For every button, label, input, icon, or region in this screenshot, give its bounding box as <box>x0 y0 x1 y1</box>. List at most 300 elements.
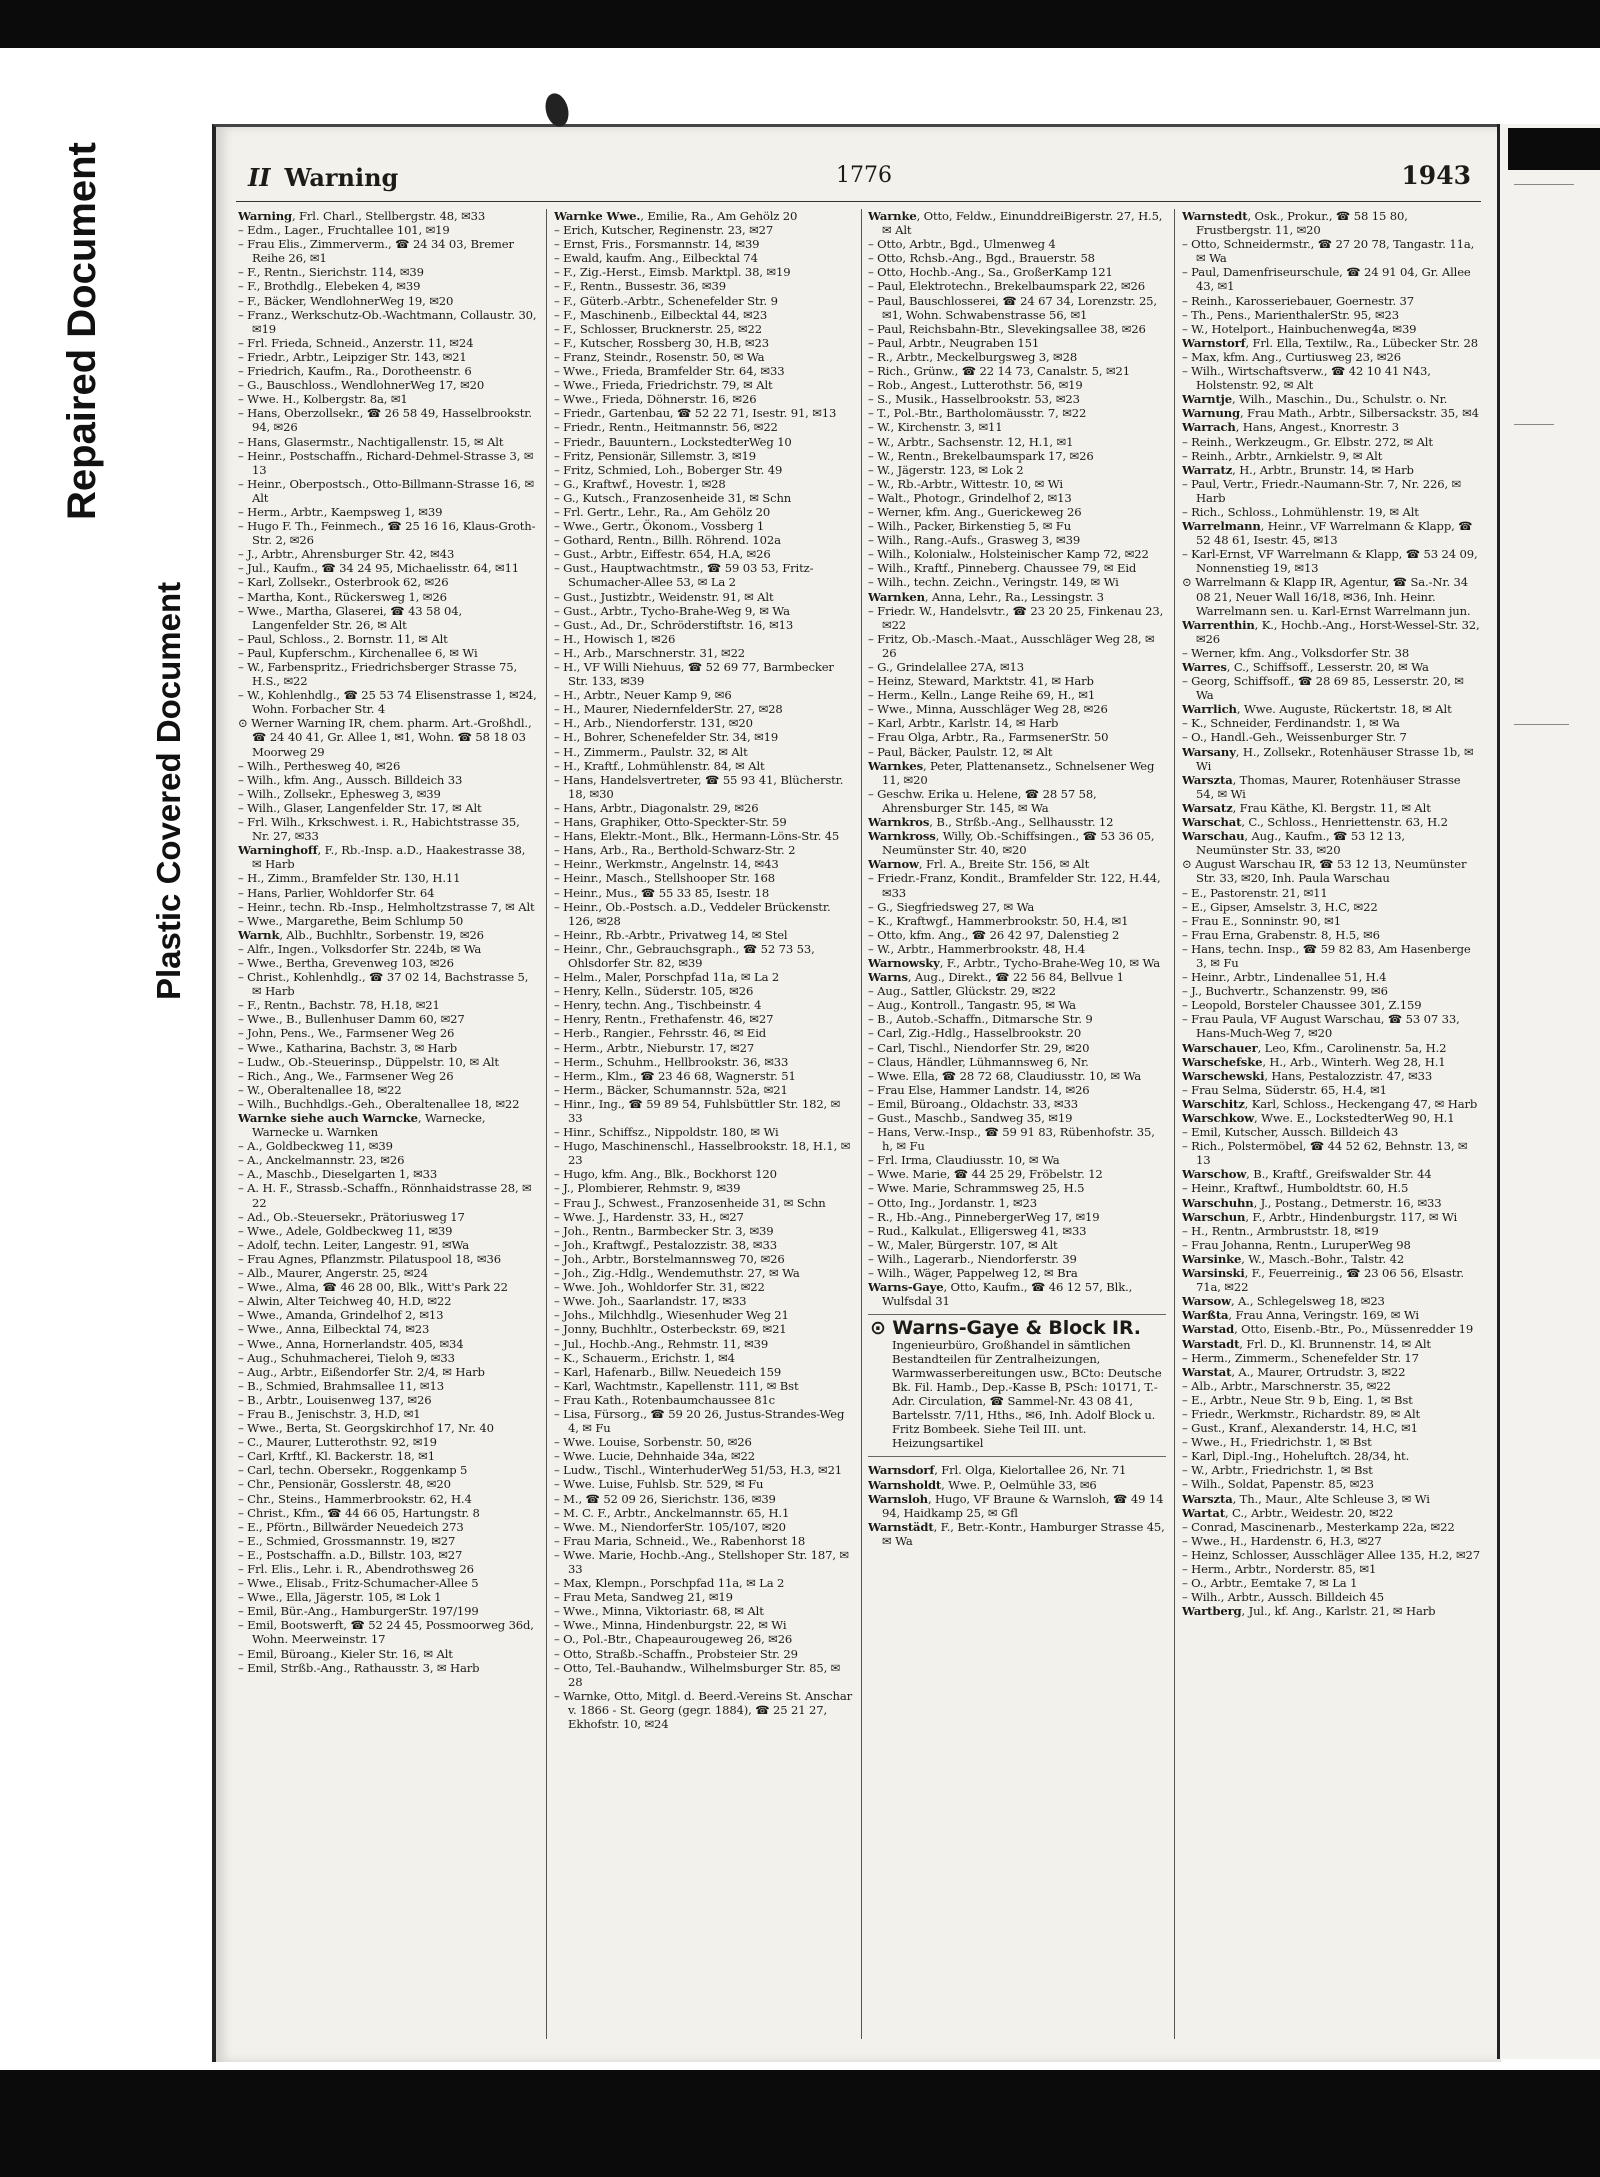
plastic-covered-label: Plastic Covered Document <box>150 581 187 1000</box>
directory-entry: Warnung, Frau Math., Arbtr., Silbersackstr. 35, ✉4 <box>1182 406 1479 421</box>
directory-entry: – Herm., Arbtr., Nieburstr. 17, ✉27 <box>554 1040 755 1055</box>
directory-entry: – Wwe., Anna, Hornerlandstr. 405, ✉34 <box>238 1336 464 1351</box>
directory-entry: – Wilh., Buchhdlgs.-Geh., Oberaltenallee 18, ✉22 <box>238 1096 520 1111</box>
directory-entry: Wartat, C., Arbtr., Weidestr. 20, ✉22 <box>1182 1505 1394 1520</box>
header-part-number: II <box>248 163 271 192</box>
directory-entry: – Chr., Steins., Hammerbrookstr. 62, H.4 <box>238 1491 472 1506</box>
directory-entry: – Friedr. W., Handelsvtr., ☎ 23 20 25, Finkenau 23, ✉22 <box>868 603 1164 632</box>
directory-entry: – Wwe. J., Hardenstr. 33, H., ✉27 <box>554 1209 744 1224</box>
directory-entry: Warstat, A., Maurer, Ortrudstr. 3, ✉22 <box>1182 1364 1406 1379</box>
column-1 <box>238 209 538 2039</box>
directory-entry: – Wwe., Alma, ☎ 46 28 00, Blk., Witt's Park 22 <box>238 1280 508 1295</box>
directory-entry: – Gothard, Rentn., Billh. Röhrend. 102a <box>554 533 781 548</box>
directory-entry: – Wwe., B., Bullenhuser Damm 60, ✉27 <box>238 1012 465 1027</box>
directory-entry: – Wwe., Martha, Glaserei, ☎ 43 58 04, Langenfelder Str. 26, ✉ Alt <box>238 603 463 632</box>
directory-entry: – Reinh., Werkzeugm., Gr. Elbstr. 272, ✉ Alt <box>1182 434 1433 449</box>
directory-entry: – Emil, Strßb.-Ang., Rathausstr. 3, ✉ Harb <box>238 1660 480 1675</box>
directory-entry: – Wwe. Ella, ☎ 28 72 68, Claudiusstr. 10, ✉ Wa <box>868 1068 1142 1083</box>
column-4 <box>1182 209 1480 2039</box>
directory-entry: – Wwe., Minna, Viktoriastr. 68, ✉ Alt <box>554 1604 764 1619</box>
directory-entry: – F., Schlosser, Brucknerstr. 25, ✉22 <box>554 321 762 336</box>
directory-entry: Warstad, Otto, Eisenb.-Btr., Po., Müssenredder 19 <box>1182 1322 1474 1337</box>
directory-entry: – Claus, Händler, Lühmannsweg 6, Nr. <box>868 1054 1089 1069</box>
directory-entry: – Heinr., Werkmstr., Angelnstr. 14, ✉43 <box>554 857 779 872</box>
directory-entry: – Warnke, Otto, Mitgl. d. Beerd.-Vereins St. Anschar v. 1866 - St. Georg (gegr. 1884), ☎ 25 21 27, Ekhofstr. 10, ✉24 <box>554 1688 852 1732</box>
directory-entry: – W., Jägerstr. 123, ✉ Lok 2 <box>868 462 1024 477</box>
directory-entry: Warschat, C., Schloss., Henriettenstr. 63, H.2 <box>1182 815 1448 830</box>
directory-entry: – O., Pol.-Btr., Chapeaurougeweg 26, ✉26 <box>554 1632 793 1647</box>
directory-entry: Warschewski, Hans, Pestalozzistr. 47, ✉33 <box>1182 1068 1433 1083</box>
directory-entry: – Paul, Bäcker, Paulstr. 12, ✉ Alt <box>868 744 1053 759</box>
directory-entry: – Hans, techn. Insp., ☎ 59 82 83, Am Hasenberge 3, ✉ Fu <box>1182 941 1471 970</box>
directory-entry: – W., Farbenspritz., Friedrichsberger Strasse 75, H.S., ✉22 <box>238 660 517 689</box>
label-panel <box>62 520 122 1015</box>
directory-entry: – Aug., Arbtr., Eißendorfer Str. 2/4, ✉ Harb <box>238 1364 485 1379</box>
directory-entry: – H., Kraftf., Lohmühlenstr. 84, ✉ Alt <box>554 758 765 773</box>
directory-entry: Warschauer, Leo, Kfm., Carolinenstr. 5a, H.2 <box>1182 1040 1447 1055</box>
directory-entry: – Christ., Kohlenhdlg., ☎ 37 02 14, Bachstrasse 5, ✉ Harb <box>238 970 529 999</box>
directory-entry: – Frl. Wilh., Krkschwest. i. R., Habichtstrasse 35, Nr. 27, ✉33 <box>238 815 520 844</box>
directory-entry: – Paul, Damenfriseurschule, ☎ 24 91 04, Gr. Allee 43, ✉1 <box>1182 265 1471 294</box>
directory-entry: – H., Bohrer, Schenefelder Str. 34, ✉19 <box>554 730 779 745</box>
adjacent-page-header <box>1508 128 1600 170</box>
directory-entry: ⊙ Werner Warning IR, chem. pharm. Art.-Großhdl., ☎ 24 40 41, Gr. Allee 1, ✉1, Wohn. ☎ 58 18 03 Moorweg 29 <box>238 716 532 759</box>
directory-entry: Warnken, Anna, Lehr., Ra., Lessingstr. 3 <box>868 589 1104 604</box>
directory-entry: – Wwe., Frieda, Bramfelder Str. 64, ✉33 <box>554 364 785 379</box>
directory-entry: – A., Goldbeckweg 11, ✉39 <box>238 1139 393 1154</box>
ink-stain <box>542 91 572 130</box>
directory-entry: – Paul, Elektrotechn., Brekelbaumspark 22, ✉26 <box>868 279 1145 294</box>
directory-entry: – B., Autob.-Schaffn., Ditmarsche Str. 9 <box>868 1012 1093 1027</box>
directory-entry: – Hans, Oberzollsekr., ☎ 26 58 49, Hasselbrookstr. 94, ✉26 <box>238 406 532 435</box>
directory-entry: – Reinh., Karosseriebauer, Goernestr. 37 <box>1182 293 1415 308</box>
directory-entry: – Hans, Glasermstr., Nachtigallenstr. 15, ✉ Alt <box>238 434 504 449</box>
directory-entry: Warschuhn, J., Postang., Detmerstr. 16, ✉33 <box>1182 1195 1442 1210</box>
directory-entry: – Wwe., Amanda, Grindelhof 2, ✉13 <box>238 1308 444 1323</box>
directory-entry: – Max, kfm. Ang., Curtiusweg 23, ✉26 <box>1182 349 1401 364</box>
directory-entry: – H., Arbtr., Neuer Kamp 9, ✉6 <box>554 688 732 703</box>
directory-entry: Warratz, H., Arbtr., Brunstr. 14, ✉ Harb <box>1182 462 1414 477</box>
directory-entry: – Franz, Steindr., Rosenstr. 50, ✉ Wa <box>554 349 765 364</box>
directory-entry: – Wwe., Anna, Eilbecktal 74, ✉23 <box>238 1322 430 1337</box>
directory-entry: Warsany, H., Zollsekr., Rotenhäuser Strasse 1b, ✉ Wi <box>1182 744 1474 773</box>
directory-entry: – Edm., Lager., Fruchtallee 101, ✉19 <box>238 223 450 238</box>
directory-entry: Warsatz, Frau Käthe, Kl. Bergstr. 11, ✉ Alt <box>1182 800 1431 815</box>
directory-entry: – Herm., Zimmerm., Schenefelder Str. 17 <box>1182 1350 1419 1365</box>
directory-entry: – Ludw., Tischl., WinterhuderWeg 51/53, H.3, ✉21 <box>554 1463 843 1478</box>
directory-entry: – Hans, Graphiker, Otto-Speckter-Str. 59 <box>554 815 787 830</box>
directory-entry: – Heinr., Arbtr., Lindenallee 51, H.4 <box>1182 970 1387 985</box>
directory-entry: – G., Kutsch., Franzosenheide 31, ✉ Schn <box>554 490 792 505</box>
directory-entry: – Wilh., Arbtr., Aussch. Billdeich 45 <box>1182 1590 1385 1605</box>
directory-entry: – Otto, Schneidermstr., ☎ 27 20 78, Tangastr. 11a, ✉ Wa <box>1182 237 1475 266</box>
directory-entry: – Wwe. M., NiendorferStr. 105/107, ✉20 <box>554 1519 786 1534</box>
column-rule <box>861 209 862 2039</box>
directory-entry: – Aug., Kontroll., Tangastr. 95, ✉ Wa <box>868 998 1076 1013</box>
directory-entry: – Adolf, techn. Leiter, Langestr. 91, ✉Wa <box>238 1237 470 1252</box>
directory-entry: – Otto, Ing., Jordanstr. 1, ✉23 <box>868 1195 1037 1210</box>
directory-entry: – F., Brothdlg., Elebeken 4, ✉39 <box>238 279 421 294</box>
directory-entry: – Hinr., Schiffsz., Nippoldstr. 180, ✉ Wi <box>554 1125 779 1140</box>
directory-entry: Warnstädt, F., Betr.-Kontr., Hamburger Strasse 45, ✉ Wa <box>868 1519 1165 1548</box>
directory-entry: – J., Arbtr., Ahrensburger Str. 42, ✉43 <box>238 547 455 562</box>
directory-entry: Warßta, Frau Anna, Veringstr. 169, ✉ Wi <box>1182 1308 1419 1323</box>
directory-entry: – Rob., Angest., Lutterothstr. 56, ✉19 <box>868 378 1083 393</box>
directory-entry: – Herm., Bäcker, Schumannstr. 52a, ✉21 <box>554 1082 788 1097</box>
directory-entry: Warnkros, B., Strßb.-Ang., Sellhausstr. 12 <box>868 815 1114 830</box>
directory-entry: – Lisa, Fürsorg., ☎ 59 20 26, Justus-Strandes-Weg 4, ✉ Fu <box>554 1406 845 1436</box>
directory-entry: – C., Maurer, Lutterothstr. 92, ✉19 <box>238 1435 437 1450</box>
directory-entry: – Karl-Ernst, VF Warrelmann & Klapp, ☎ 53 24 09, Nonnenstieg 19, ✉13 <box>1182 547 1478 576</box>
directory-entry: – Herm., Schuhm., Hellbrookstr. 36, ✉33 <box>554 1054 789 1069</box>
directory-entry: – G., Bauschloss., WendlohnerWeg 17, ✉20 <box>238 378 485 393</box>
directory-entry: – Carl, Zig.-Hdlg., Hasselbrookstr. 20 <box>868 1026 1082 1041</box>
column-3 <box>868 209 1166 2039</box>
directory-entry: – E., Arbtr., Neue Str. 9 b, Eing. 1, ✉ Bst <box>1182 1392 1413 1407</box>
directory-entry: – W., Hotelport., Hainbuchenweg4a, ✉39 <box>1182 321 1417 336</box>
directory-entry: – Friedr., Gartenbau, ☎ 52 22 71, Isestr. 91, ✉13 <box>554 406 837 421</box>
directory-entry: – Wwe., Frieda, Friedrichstr. 79, ✉ Alt <box>554 378 773 393</box>
directory-entry: – K., Schauerm., Erichstr. 1, ✉4 <box>554 1350 735 1365</box>
directory-entry: – Paul, Reichsbahn-Btr., Slevekingsallee 38, ✉26 <box>868 321 1146 336</box>
directory-entry: – Wilh., Lagerarb., Niendorferstr. 39 <box>868 1251 1077 1266</box>
directory-entry: – Wwe. Joh., Saarlandstr. 17, ✉33 <box>554 1294 747 1309</box>
directory-entry: – Wwe., Minna, Hindenburgstr. 22, ✉ Wi <box>554 1618 787 1633</box>
directory-entry: – T., Pol.-Btr., Bartholomäusstr. 7, ✉22 <box>868 406 1087 421</box>
directory-entry: Warszta, Th., Maur., Alte Schleuse 3, ✉ Wi <box>1182 1491 1430 1506</box>
directory-entry: – Gust., Justizbtr., Weidenstr. 91, ✉ Alt <box>554 589 774 604</box>
directory-entry: – G., Grindelallee 27A, ✉13 <box>868 660 1025 674</box>
directory-entry: – A., Anckelmannstr. 23, ✉26 <box>238 1153 405 1168</box>
directory-entry: – H., Arb., Niendorferstr. 131, ✉20 <box>554 716 753 731</box>
directory-entry: – Emil, Bootswerft, ☎ 52 24 45, Possmoorweg 36d, Wohn. Meerweinstr. 17 <box>238 1618 534 1647</box>
directory-entry: – Jul., Hochb.-Ang., Rehmstr. 11, ✉39 <box>554 1336 769 1351</box>
directory-entry: – Wwe. Marie, Hochb.-Ang., Stellshoper Str. 187, ✉33 <box>554 1547 849 1576</box>
directory-entry: – Werner, kfm. Ang., Volksdorfer Str. 38 <box>1182 645 1410 660</box>
repaired-document-label: Repaired Document <box>60 142 104 520</box>
directory-entry: – Heinr., Chr., Gebrauchsgraph., ☎ 52 73 53, Ohlsdorfer Str. 82, ✉39 <box>554 941 815 970</box>
directory-entry: – Alwin, Alter Teichweg 40, H.D, ✉22 <box>238 1294 452 1309</box>
directory-entry: – A., Maschb., Dieselgarten 1, ✉33 <box>238 1167 438 1182</box>
column-3-entries <box>868 209 1166 1308</box>
directory-entry: – Ludw., Ob.-Steuerinsp., Düppelstr. 10, ✉ Alt <box>238 1054 499 1069</box>
directory-entry: Warschitz, Karl, Schloss., Heckengang 47, ✉ Harb <box>1182 1096 1478 1111</box>
directory-entry: Warres, C., Schiffsoff., Lesserstr. 20, ✉ Wa <box>1182 660 1429 674</box>
directory-entry: – O., Handl.-Geh., Weissenburger Str. 7 <box>1182 730 1407 745</box>
directory-entry: – Hugo, Maschinenschl., Hasselbrookstr. 18, H.1, ✉23 <box>554 1139 851 1168</box>
directory-entry: – W., Arbtr., Sachsenstr. 12, H.1, ✉1 <box>868 434 1074 449</box>
directory-entry: Warstadt, Frl. D., Kl. Brunnenstr. 14, ✉ Alt <box>1182 1336 1431 1351</box>
directory-entry: – W., Kohlenhdlg., ☎ 25 53 74 Elisenstrasse 1, ✉24, Wohn. Forbacher Str. 4 <box>238 688 537 717</box>
directory-entry: Warnsloh, Hugo, VF Braune & Warnsloh, ☎ 49 14 94, Haidkamp 25, ✉ Gfl <box>868 1491 1164 1520</box>
directory-entry: – Frau E., Sonninstr. 90, ✉1 <box>1182 913 1341 928</box>
directory-entry: – Wwe., Margarethe, Beim Schlump 50 <box>238 913 464 928</box>
directory-page <box>212 124 1501 2062</box>
directory-entry: – Heinr., Rb.-Arbtr., Privatweg 14, ✉ Stel <box>554 927 788 942</box>
adjacent-page-edge <box>1497 124 1600 2059</box>
directory-entry: Warns, Aug., Direkt., ☎ 22 56 84, Bellvue 1 <box>868 970 1124 985</box>
column-rule <box>1174 209 1175 2039</box>
directory-entry: – Hans, Elektr.-Mont., Blk., Hermann-Löns-Str. 45 <box>554 829 840 844</box>
directory-entry: – Erich, Kutscher, Reginenstr. 23, ✉27 <box>554 223 774 238</box>
directory-entry: – E., Pförtn., Billwärder Neuedeich 273 <box>238 1519 464 1534</box>
directory-entry: – Heinr., Oberpostsch., Otto-Billmann-Strasse 16, ✉ Alt <box>238 476 535 505</box>
directory-entry: – F., Kutscher, Rossberg 30, H.B, ✉23 <box>554 335 769 350</box>
directory-entry: – Wwe., Frieda, Döhnerstr. 16, ✉26 <box>554 392 757 407</box>
directory-entry: – G., Kraftwf., Hovestr. 1, ✉28 <box>554 476 726 491</box>
directory-entry: – M., ☎ 52 09 26, Sierichstr. 136, ✉39 <box>554 1491 776 1506</box>
directory-entry: – Ad., Ob.-Steuersekr., Prätoriusweg 17 <box>238 1209 465 1224</box>
directory-entry: – Wilh., Packer, Birkenstieg 5, ✉ Fu <box>868 519 1072 534</box>
directory-entry: – Otto, kfm. Ang., ☎ 26 42 97, Dalenstieg 2 <box>868 927 1120 942</box>
directory-entry: – Hans, Arbtr., Diagonalstr. 29, ✉26 <box>554 800 759 815</box>
directory-entry: – Heinz, Schlosser, Ausschläger Allee 135, H.2, ✉27 <box>1182 1547 1480 1562</box>
directory-entry: – Otto, Hochb.-Ang., Sa., GroßerKamp 121 <box>868 265 1113 280</box>
directory-entry: – Hans, Handelsvertreter, ☎ 55 93 41, Blücherstr. 18, ✉30 <box>554 772 844 801</box>
directory-entry: – W., Kirchenstr. 3, ✉11 <box>868 420 1003 435</box>
directory-entry: – Heinr., Kraftwf., Humboldtstr. 60, H.5 <box>1182 1181 1409 1196</box>
directory-entry: – Frau Agnes, Pflanzmstr. Pilatuspool 18, ✉36 <box>238 1251 501 1266</box>
directory-entry: – Leopold, Borsteler Chaussee 301, Z.159 <box>1182 998 1422 1013</box>
directory-entry: – Frau Meta, Sandweg 21, ✉19 <box>554 1590 733 1605</box>
directory-entry: – W., Arbtr., Friedrichstr. 1, ✉ Bst <box>1182 1463 1373 1478</box>
directory-entry: – Christ., Kfm., ☎ 44 66 05, Hartungstr. 8 <box>238 1505 480 1520</box>
directory-entry: – E., Schmied, Grossmannstr. 19, ✉27 <box>238 1533 456 1548</box>
directory-entry: Warnk, Alb., Buchhltr., Sorbenstr. 19, ✉26 <box>238 927 484 942</box>
directory-entry: Warnstedt, Osk., Prokur., ☎ 58 15 80, Frustbergstr. 11, ✉20 <box>1182 209 1408 238</box>
directory-entry: Warns-Gaye, Otto, Kaufm., ☎ 46 12 57, Blk., Wulfsdal 31 <box>868 1280 1133 1309</box>
directory-entry: – Heinr., techn. Rb.-Insp., Helmholtzstrasse 7, ✉ Alt <box>238 899 535 914</box>
directory-entry: – Reinh., Arbtr., Arnkielstr. 9, ✉ Alt <box>1182 448 1383 463</box>
directory-entry: – Frau Kath., Rotenbaumchaussee 81c <box>554 1392 776 1407</box>
directory-entry: – Hans, Parlier, Wohldorfer Str. 64 <box>238 885 435 900</box>
directory-entry: – Paul, Arbtr., Neugraben 151 <box>868 335 1040 350</box>
directory-entry: – Conrad, Mascinenarb., Mesterkamp 22a, ✉22 <box>1182 1519 1455 1534</box>
directory-entry: – Henry, Rentn., Frethafenstr. 46, ✉27 <box>554 1012 774 1027</box>
directory-entry: Warsinke, W., Masch.-Bohr., Talstr. 42 <box>1182 1251 1405 1266</box>
directory-entry: – Frau Selma, Süderstr. 65, H.4, ✉1 <box>1182 1082 1387 1097</box>
directory-entry: – Gust., Arbtr., Tycho-Brahe-Weg 9, ✉ Wa <box>554 603 790 618</box>
directory-entry: – Wilh., Kolonialw., Holsteinischer Kamp 72, ✉22 <box>868 547 1149 562</box>
directory-entry: – H., Howisch 1, ✉26 <box>554 631 676 646</box>
directory-entry: – Frau J., Schwest., Franzosenheide 31, ✉ Schn <box>554 1195 826 1210</box>
directory-entry: Warninghoff, F., Rb.-Insp. a.D., Haakestrasse 38, ✉ Harb <box>238 843 526 872</box>
directory-entry: – H., Zimm., Bramfelder Str. 130, H.11 <box>238 871 461 886</box>
directory-entry: – Wwe. Lucie, Dehnhaide 34a, ✉22 <box>554 1449 756 1464</box>
directory-entry: Warnow, Frl. A., Breite Str. 156, ✉ Alt <box>868 857 1090 872</box>
directory-entry: Warnke Wwe., Emilie, Ra., Am Gehölz 20 <box>554 209 798 223</box>
directory-entry: – Rud., Kalkulat., Elligersweg 41, ✉33 <box>868 1223 1087 1238</box>
directory-entry: – Georg, Schiffsoff., ☎ 28 69 85, Lesserstr. 20, ✉ Wa <box>1182 674 1464 703</box>
directory-entry: Warrach, Hans, Angest., Knorrestr. 3 <box>1182 420 1399 435</box>
directory-entry: – Rich., Polstermöbel, ☎ 44 52 62, Behnstr. 13, ✉13 <box>1182 1139 1468 1168</box>
directory-entry: – Henry, techn. Ang., Tischbeinstr. 4 <box>554 998 762 1013</box>
directory-entry: – A. H. F., Strassb.-Schaffn., Rönnhaidstrasse 28, ✉22 <box>238 1181 532 1210</box>
directory-entry: – Johs., Milchhdlg., Wiesenhuder Weg 21 <box>554 1308 789 1323</box>
directory-entry: – Jonny, Buchhltr., Osterbeckstr. 69, ✉21 <box>554 1322 787 1337</box>
directory-entry: – Alb., Arbtr., Marschnerstr. 35, ✉22 <box>1182 1378 1391 1393</box>
directory-entry: – Hinr., Ing., ☎ 59 89 54, Fuhlsbüttler Str. 182, ✉33 <box>554 1096 841 1125</box>
directory-entry: Warschun, F., Arbtr., Hindenburgstr. 117, ✉ Wi <box>1182 1209 1458 1224</box>
directory-entry: – Frl. Frieda, Schneid., Anzerstr. 11, ✉24 <box>238 335 474 350</box>
directory-entry: – Rich., Grünw., ☎ 22 14 73, Canalstr. 5, ✉21 <box>868 364 1130 379</box>
directory-entry: – Gust., Ad., Dr., Schröderstiftstr. 16, ✉13 <box>554 617 794 632</box>
directory-entry: – Heinr., Postschaffn., Richard-Dehmel-Strasse 3, ✉13 <box>238 448 534 477</box>
directory-entry: – Wilh., techn. Zeichn., Veringstr. 149, ✉ Wi <box>868 575 1119 590</box>
directory-entry: – S., Musik., Hasselbrookstr. 53, ✉23 <box>868 392 1080 407</box>
directory-entry: – Aug., Schuhmacherei, Tieloh 9, ✉33 <box>238 1350 455 1365</box>
directory-entry: – Otto, Straßb.-Schaffn., Probsteier Str. 29 <box>554 1646 798 1661</box>
directory-entry: Warschefske, H., Arb., Winterh. Weg 28, H.1 <box>1182 1054 1446 1069</box>
directory-entry: – Carl, techn. Obersekr., Roggenkamp 5 <box>238 1463 468 1478</box>
directory-entry: – W., Arbtr., Hammerbrookstr. 48, H.4 <box>868 941 1086 956</box>
directory-entry: – Wwe., H., Friedrichstr. 1, ✉ Bst <box>1182 1435 1372 1450</box>
directory-entry: – Wilh., Perthesweg 40, ✉26 <box>238 758 401 773</box>
ad-body: Ingenieurbüro, Großhandel in sämtlichen Bestandteilen für Zentralheizungen, Warmwasserbereitungen usw., BCto: Deutsche Bk. Fil. Hamb., Dep.-Kasse B, PSch: 10171, T.-Adr. Circulation, ☎ Sammel-Nr. 43 08 41, Bartelsstr. 7/11, Hths., ✉6, Inh. Adolf Block u. Fritz Bombeek. Siehe Teil III. unt. Heizungsartikel <box>892 1338 1162 1451</box>
header-keyword: Warning <box>284 163 399 192</box>
ad-title: ⊙ Warns-Gaye & Block IR. <box>870 1317 1141 1340</box>
directory-entry: – Karl, Arbtr., Karlstr. 14, ✉ Harb <box>868 716 1059 731</box>
directory-entry: – Fritz, Ob.-Masch.-Maat., Ausschläger Weg 28, ✉26 <box>868 631 1155 660</box>
directory-entry: – Frau Elis., Zimmerverm., ☎ 24 34 03, Bremer Reihe 26, ✉1 <box>238 237 514 266</box>
adjacent-page-line <box>1514 724 1569 725</box>
directory-entry: – Friedr., Arbtr., Leipziger Str. 143, ✉21 <box>238 349 467 364</box>
directory-entry: – F., Rentn., Sierichstr. 114, ✉39 <box>238 265 424 280</box>
directory-entry: – Wilh., Zollsekr., Ephesweg 3, ✉39 <box>238 786 441 801</box>
directory-entry: Warning, Frl. Charl., Stellbergstr. 48, ✉33 <box>238 209 486 223</box>
directory-entry: – Frl. Elis., Lehr. i. R., Abendrothsweg 26 <box>238 1562 474 1576</box>
directory-entry: ⊙ August Warschau IR, ☎ 53 12 13, Neumünster Str. 33, ✉20, Inh. Paula Warschau <box>1182 857 1467 886</box>
directory-entry: Warnkes, Peter, Plattenansetz., Schnelsener Weg 11, ✉20 <box>868 758 1155 787</box>
directory-entry: – Joh., Zig.-Hdlg., Wendemuthstr. 27, ✉ Wa <box>554 1266 800 1281</box>
directory-entry: – Herm., Klm., ☎ 23 46 68, Wagnerstr. 51 <box>554 1068 796 1083</box>
directory-entry: – Frau Olga, Arbtr., Ra., FarmsenerStr. 50 <box>868 730 1109 745</box>
directory-entry: Warnsdorf, Frl. Olga, Kielortallee 26, Nr. 71 <box>868 1463 1127 1478</box>
directory-entry: – Joh., Kraftwgf., Pestalozzistr. 38, ✉33 <box>554 1237 777 1252</box>
directory-entry: Warrlich, Wwe. Auguste, Rückertstr. 18, ✉ Alt <box>1182 702 1452 717</box>
directory-entry: – Wwe. Louise, Sorbenstr. 50, ✉26 <box>554 1435 752 1450</box>
directory-entry: – F., Zig.-Herst., Eimsb. Marktpl. 38, ✉19 <box>554 265 791 280</box>
directory-entry: – Emil, Büroang., Oldachstr. 33, ✉33 <box>868 1096 1079 1111</box>
directory-entry: Warnsholdt, Wwe. P., Oelmühle 33, ✉6 <box>868 1477 1097 1492</box>
column-2 <box>554 209 854 2039</box>
directory-entry: – Frau B., Jenischstr. 3, H.D, ✉1 <box>238 1406 421 1421</box>
directory-entry: – Otto, Tel.-Bauhandw., Wilhelmsburger Str. 85, ✉28 <box>554 1660 841 1689</box>
directory-entry: – Otto, Arbtr., Bgd., Ulmenweg 4 <box>868 237 1056 252</box>
directory-entry: Warnstorf, Frl. Ella, Textilw., Ra., Lübecker Str. 28 <box>1182 335 1478 350</box>
directory-entry: Warnke, Otto, Feldw., EinunddreiBigerstr. 27, H.5, ✉ Alt <box>868 209 1163 238</box>
directory-entry: – Gust., Maschb., Sandweg 35, ✉19 <box>868 1111 1073 1125</box>
directory-entry: – Hugo, kfm. Ang., Blk., Bockhorst 120 <box>554 1167 777 1182</box>
directory-entry: – E., Postschaffn. a.D., Billstr. 103, ✉27 <box>238 1547 463 1562</box>
directory-entry: – Frau Paula, VF August Warschau, ☎ 53 07 33, Hans-Much-Weg 7, ✉20 <box>1182 1012 1460 1041</box>
directory-entry: – Emil, Bür.-Ang., HamburgerStr. 197/199 <box>238 1604 479 1619</box>
adjacent-page-line <box>1514 184 1574 185</box>
directory-entry: – Friedr.-Franz, Kondit., Bramfelder Str. 122, H.44, ✉33 <box>868 871 1161 900</box>
directory-columns <box>236 209 1481 2039</box>
scan-bottom-border <box>0 2070 1600 2177</box>
directory-entry: Warsow, A., Schlegelsweg 18, ✉23 <box>1182 1294 1385 1309</box>
directory-entry: – Heinz, Steward, Marktstr. 41, ✉ Harb <box>868 674 1094 689</box>
directory-entry: – John, Pens., We., Farmsener Weg 26 <box>238 1026 455 1041</box>
header-section <box>248 163 398 192</box>
directory-entry: – F., Maschinenb., Eilbecktal 44, ✉23 <box>554 307 768 322</box>
directory-entry: – Wwe., H., Hardenstr. 6, H.3, ✉27 <box>1182 1533 1382 1548</box>
directory-entry: – Paul, Kupferschm., Kirchenallee 6, ✉ Wi <box>238 645 478 660</box>
directory-entry: – Alb., Maurer, Angerstr. 25, ✉24 <box>238 1266 428 1281</box>
post-ad-entries <box>868 1463 1166 1548</box>
directory-entry: – Max, Klempn., Porschpfad 11a, ✉ La 2 <box>554 1576 785 1591</box>
directory-entry: Warschkow, Wwe. E., LockstedterWeg 90, H.1 <box>1182 1111 1455 1125</box>
directory-entry: – F., Güterb.-Arbtr., Schenefelder Str. 9 <box>554 293 778 308</box>
directory-entry: – Friedr., Rentn., Heitmannstr. 56, ✉22 <box>554 420 778 435</box>
adjacent-page-line <box>1514 424 1554 425</box>
directory-entry: Warnkross, Willy, Ob.-Schiffsingen., ☎ 53 36 05, Neumünster Str. 40, ✉20 <box>868 829 1155 858</box>
directory-entry: – M. C. F., Arbtr., Anckelmannstr. 65, H.1 <box>554 1505 790 1520</box>
directory-entry: – Helm., Maler, Porschpfad 11a, ✉ La 2 <box>554 970 780 985</box>
directory-entry: – Wilh., Glaser, Langenfelder Str. 17, ✉ Alt <box>238 800 482 815</box>
directory-entry: – Ewald, kaufm. Ang., Eilbecktal 74 <box>554 251 758 266</box>
directory-entry: – Carl, Tischl., Niendorfer Str. 29, ✉20 <box>868 1040 1090 1055</box>
directory-entry: – J., Plombierer, Rehmstr. 9, ✉39 <box>554 1181 741 1196</box>
directory-entry: – Carl, Krftf., Kl. Backerstr. 18, ✉1 <box>238 1449 435 1464</box>
directory-entry: – H., Maurer, NiedernfelderStr. 27, ✉28 <box>554 702 783 717</box>
directory-entry: – R., Hb.-Ang., PinnebergerWeg 17, ✉19 <box>868 1209 1100 1224</box>
directory-entry: – Wwe., Elisab., Fritz-Schumacher-Allee 5 <box>238 1576 479 1591</box>
directory-entry: Warrenthin, K., Hochb.-Ang., Horst-Wessel-Str. 32, ✉26 <box>1182 617 1480 646</box>
directory-entry: – F., Rentn., Bussestr. 36, ✉39 <box>554 279 726 294</box>
directory-entry: – Wwe., Bertha, Grevenweg 103, ✉26 <box>238 955 454 970</box>
directory-entry: – Ernst, Fris., Forsmannstr. 14, ✉39 <box>554 237 760 252</box>
directory-entry: ⊙ Warrelmann & Klapp IR, Agentur, ☎ Sa.-Nr. 34 08 21, Neuer Wall 16/18, ✉36, Inh. Heinr. Warrelmann sen. u. Karl-Ernst Warrelmann jun. <box>1182 575 1471 618</box>
directory-entry: Warnowsky, F., Arbtr., Tycho-Brahe-Weg 10, ✉ Wa <box>868 955 1161 970</box>
directory-entry: – B., Schmied, Brahmsallee 11, ✉13 <box>238 1378 444 1393</box>
directory-entry: – Hugo F. Th., Feinmech., ☎ 25 16 16, Klaus-Groth-Str. 2, ✉26 <box>238 519 536 548</box>
directory-entry: Warnke siehe auch Warncke, Warnecke, Warnecke u. Warnken <box>238 1111 486 1140</box>
directory-entry: – Wilh., Soldat, Papenstr. 85, ✉23 <box>1182 1477 1374 1492</box>
header-year: 1943 <box>1401 161 1471 190</box>
directory-entry: – Wwe., Berta, St. Georgskirchhof 17, Nr. 40 <box>238 1421 494 1436</box>
directory-entry: – Friedr., Bauuntern., LockstedterWeg 10 <box>554 434 792 449</box>
directory-entry: – Frau Maria, Schneid., We., Rabenhorst 18 <box>554 1533 806 1548</box>
directory-entry: Wartberg, Jul., kf. Ang., Karlstr. 21, ✉ Harb <box>1182 1604 1436 1619</box>
directory-entry: – Werner, kfm. Ang., Guerickeweg 26 <box>868 504 1082 519</box>
advertisement <box>868 1314 1166 1457</box>
directory-entry: Warschau, Aug., Kaufm., ☎ 53 12 13, Neumünster Str. 33, ✉20 <box>1182 829 1405 858</box>
directory-entry: Warszta, Thomas, Maurer, Rotenhäuser Strasse 54, ✉ Wi <box>1182 772 1461 801</box>
directory-entry: – Gust., Hauptwachtmstr., ☎ 59 03 53, Fritz-Schumacher-Allee 53, ✉ La 2 <box>554 561 814 590</box>
directory-entry: – Franz., Werkschutz-Ob.-Wachtmann, Collaustr. 30, ✉19 <box>238 307 537 336</box>
directory-entry: – Karl, Wachtmstr., Kapellenstr. 111, ✉ Bst <box>554 1378 799 1393</box>
directory-entry: – R., Arbtr., Meckelburgsweg 3, ✉28 <box>868 349 1078 364</box>
directory-entry: – Paul, Vertr., Friedr.-Naumann-Str. 7, Nr. 226, ✉ Harb <box>1182 476 1462 505</box>
directory-entry: – Wilh., Kraftf., Pinneberg. Chaussee 79, ✉ Eid <box>868 561 1137 576</box>
directory-entry: – K., Schneider, Ferdinandstr. 1, ✉ Wa <box>1182 716 1400 731</box>
directory-entry: – Joh., Rentn., Barmbecker Str. 3, ✉39 <box>554 1223 774 1238</box>
directory-entry: – Wwe. Luise, Fuhlsb. Str. 529, ✉ Fu <box>554 1477 764 1492</box>
directory-entry: – Friedrich, Kaufm., Ra., Dorotheenstr. 6 <box>238 364 472 379</box>
directory-entry: – Wilh., Rang.-Aufs., Grasweg 3, ✉39 <box>868 533 1081 548</box>
directory-entry: – B., Arbtr., Louisenweg 137, ✉26 <box>238 1392 432 1407</box>
directory-entry: – Frau Johanna, Rentn., LuruperWeg 98 <box>1182 1237 1411 1252</box>
directory-entry: – Gust., Kranf., Alexanderstr. 14, H.C, ✉1 <box>1182 1421 1418 1436</box>
directory-entry: – Wwe. Joh., Wohldorfer Str. 31, ✉22 <box>554 1280 765 1295</box>
directory-entry: – Wwe., Gertr., Ökonom., Vossberg 1 <box>554 519 765 534</box>
directory-entry: – Hans, Verw.-Insp., ☎ 59 91 83, Rübenhofstr. 35, h, ✉ Fu <box>868 1125 1155 1154</box>
directory-entry: – Walt., Photogr., Grindelhof 2, ✉13 <box>868 490 1072 505</box>
page-content <box>236 157 1481 2047</box>
directory-entry: – Friedr., Werkmstr., Richardstr. 89, ✉ Alt <box>1182 1406 1421 1421</box>
